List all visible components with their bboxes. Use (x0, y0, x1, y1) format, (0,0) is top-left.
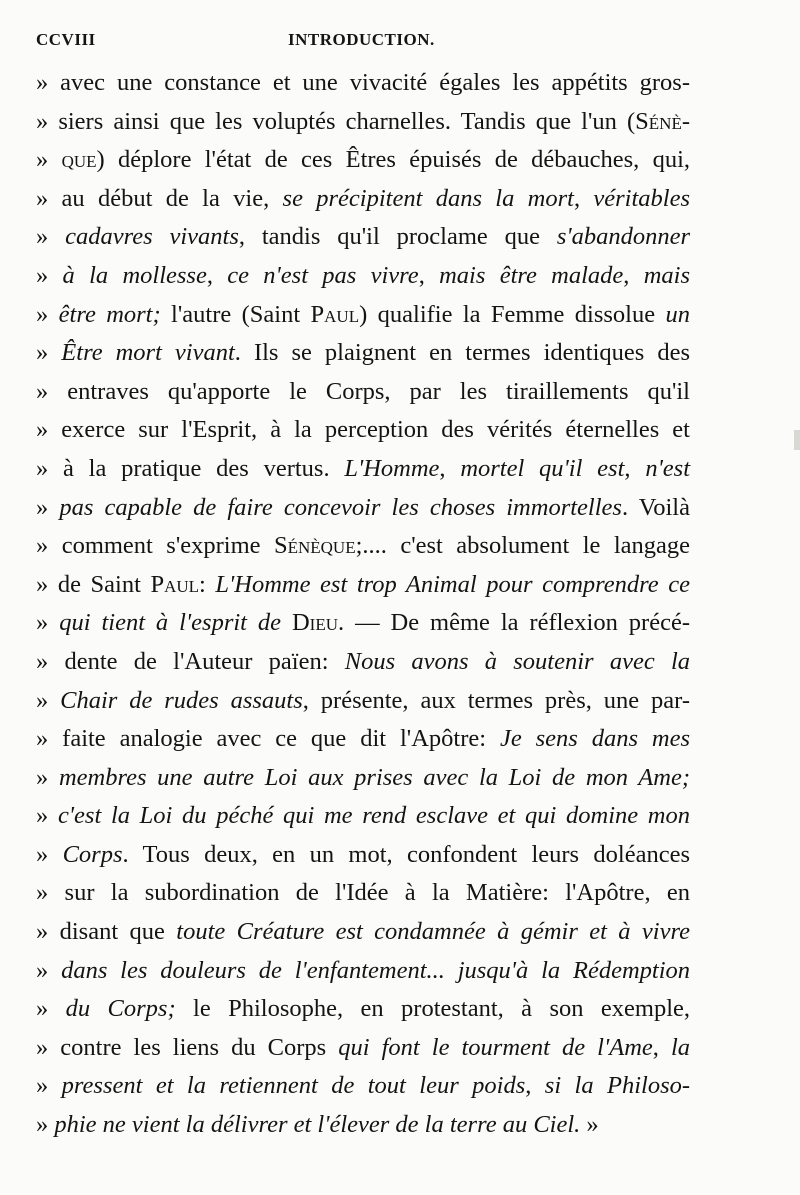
italic-run: membres une autre Loi aux prises avec la Loi de mon Ame; (58, 763, 690, 791)
text-run: » de Saint (36, 570, 151, 598)
running-header (36, 30, 435, 54)
text-run: » (36, 763, 59, 791)
text-run: » (36, 609, 60, 637)
italic-run: Chair de rudes assauts (60, 686, 303, 714)
text-run: » (36, 339, 62, 367)
page-edge-mark (794, 430, 800, 450)
italic-run: dans les douleurs de l'enfantement... jusqu'à la Rédemption (61, 956, 690, 984)
text-run: » au début de la vie, (36, 184, 283, 212)
running-title: INTRODUCTION. (288, 30, 435, 49)
text-line (36, 180, 690, 219)
italic-run: Nous avons à soutenir avec la (344, 647, 690, 675)
italic-run: mortel qu'il est (460, 454, 625, 482)
text-run: » (36, 995, 66, 1023)
text-run: » comment s'exprime (36, 532, 274, 560)
italic-run: pas capable de faire concevoir les choses immortelles (59, 493, 622, 521)
italic-run: Être mort vivant (61, 339, 235, 367)
text-line (36, 450, 690, 489)
text-line (36, 296, 690, 335)
text-run: » disant que (36, 918, 177, 946)
text-run: , (623, 261, 644, 289)
italic-run: Je sens dans mes (499, 725, 691, 753)
text-line (36, 566, 690, 605)
text-run: . — De même la réflexion précé- (338, 609, 690, 637)
text-line (36, 720, 690, 759)
italic-run: phie ne vient la délivrer et l'élever de la terre au Ciel. (54, 1111, 581, 1139)
text-run: » (36, 300, 59, 328)
italic-run: qui font le tourment de l'Ame (338, 1033, 653, 1061)
text-line (36, 411, 690, 450)
text-run: , tandis qu'il proclame que (238, 223, 557, 251)
text-line (36, 952, 690, 991)
text-run: , (652, 1033, 671, 1061)
italic-run: la (670, 1033, 690, 1061)
text-line (36, 1067, 690, 1106)
text-line (36, 64, 690, 103)
italic-run: ce n'est pas vivre (227, 261, 419, 289)
text-run: , présente, aux termes près, une par- (302, 686, 691, 714)
page-folio: CCVIII (36, 30, 96, 49)
text-line (36, 1029, 690, 1068)
text-line (36, 527, 690, 566)
text-run: » (36, 1072, 62, 1100)
text-run: » à la pratique des vertus. (36, 454, 345, 482)
text-run: » (36, 686, 61, 714)
text-run: » (36, 223, 66, 251)
text-line (36, 257, 690, 296)
small-caps-run: Dieu (291, 609, 338, 637)
body-text (36, 64, 690, 1145)
text-run: ) qualifie la Femme dissolue (359, 300, 666, 328)
text-line (36, 874, 690, 913)
text-run: » faite analogie avec ce que dit l'Apôtre: (36, 725, 500, 753)
italic-run: qui tient à l'esprit de (59, 609, 292, 637)
small-caps-run: Paul (150, 570, 200, 598)
text-run: l'autre (Saint (160, 300, 311, 328)
italic-run: n'est (645, 454, 691, 482)
text-line (36, 334, 690, 373)
text-line (36, 489, 690, 528)
small-caps-run: Sénè- (635, 107, 690, 135)
italic-run: pressent et la retiennent de tout leur poids (61, 1072, 526, 1100)
italic-run: L'Homme est trop Animal pour comprendre ce (215, 570, 690, 598)
text-line (36, 797, 690, 836)
italic-run: être mort; (58, 300, 161, 328)
italic-run: cadavres vivants (65, 223, 239, 251)
text-run: » contre les liens du Corps (36, 1033, 339, 1061)
text-run: , (525, 1072, 545, 1100)
text-run: » (580, 1111, 599, 1139)
text-run: » (36, 802, 58, 830)
text-run: » (36, 146, 62, 174)
text-run: » siers ainsi que les voluptés charnelles. Tandis que l'un ( (36, 107, 636, 135)
text-line (36, 643, 690, 682)
small-caps-run: Sénèque (273, 532, 356, 560)
italic-run: Corps (62, 840, 123, 868)
italic-run: s'abandonner (556, 223, 691, 251)
text-line (36, 1106, 690, 1145)
italic-run: à la mollesse (62, 261, 207, 289)
text-run: , (573, 184, 594, 212)
text-run: , (206, 261, 228, 289)
text-run: » entraves qu'apporte le Corps, par les tiraillements qu'il (36, 377, 690, 405)
text-line (36, 682, 690, 721)
text-run: » (36, 261, 63, 289)
text-run: : (199, 570, 216, 598)
italic-run: véritables (593, 184, 691, 212)
text-line (36, 604, 690, 643)
small-caps-run: Paul (310, 300, 360, 328)
small-caps-run: que (61, 146, 97, 174)
text-run: » (36, 840, 63, 868)
text-run: » (36, 956, 62, 984)
italic-run: L'Homme (344, 454, 440, 482)
text-line (36, 373, 690, 412)
text-run: . Tous deux, en un mot, confondent leurs doléances (122, 840, 690, 868)
text-run: le Philosophe, en protestant, à son exemple, (175, 995, 690, 1023)
text-run: » (36, 493, 60, 521)
text-run: . Ils se plaignent en termes identiques des (234, 339, 691, 367)
text-run: . Voilà (621, 493, 690, 521)
text-run: , (439, 454, 461, 482)
italic-run: mais (643, 261, 691, 289)
text-run: » avec une constance et une vivacité égales les appétits gros- (36, 69, 690, 96)
italic-run: si la Philoso- (544, 1072, 691, 1100)
text-run: » exerce sur l'Esprit, à la perception des vérités éternelles et (36, 416, 690, 444)
text-run: » (36, 1111, 55, 1139)
text-run: » dente de l'Auteur païen: (36, 647, 345, 675)
italic-run: toute Créature est condamnée à gémir et à vivre (176, 918, 690, 946)
italic-run: c'est la Loi du péché qui me rend esclave et qui domine mon (57, 802, 691, 830)
italic-run: un (665, 300, 691, 328)
text-line (36, 103, 690, 142)
text-run: , (418, 261, 440, 289)
text-run: ) déplore l'état de ces Êtres épuisés de débauches, qui, (96, 146, 691, 174)
italic-run: mais être malade (439, 261, 624, 289)
text-line (36, 759, 690, 798)
text-run: , (624, 454, 646, 482)
text-line (36, 990, 690, 1029)
text-line (36, 913, 690, 952)
text-line (36, 836, 690, 875)
italic-run: se précipitent dans la mort (282, 184, 574, 212)
text-line (36, 141, 690, 180)
text-run: ;.... c'est absolument le langage (355, 532, 690, 560)
text-run: » sur la subordination de l'Idée à la Matière: l'Apôtre, en (36, 879, 690, 907)
text-line (36, 218, 690, 257)
italic-run: du Corps; (65, 995, 176, 1023)
